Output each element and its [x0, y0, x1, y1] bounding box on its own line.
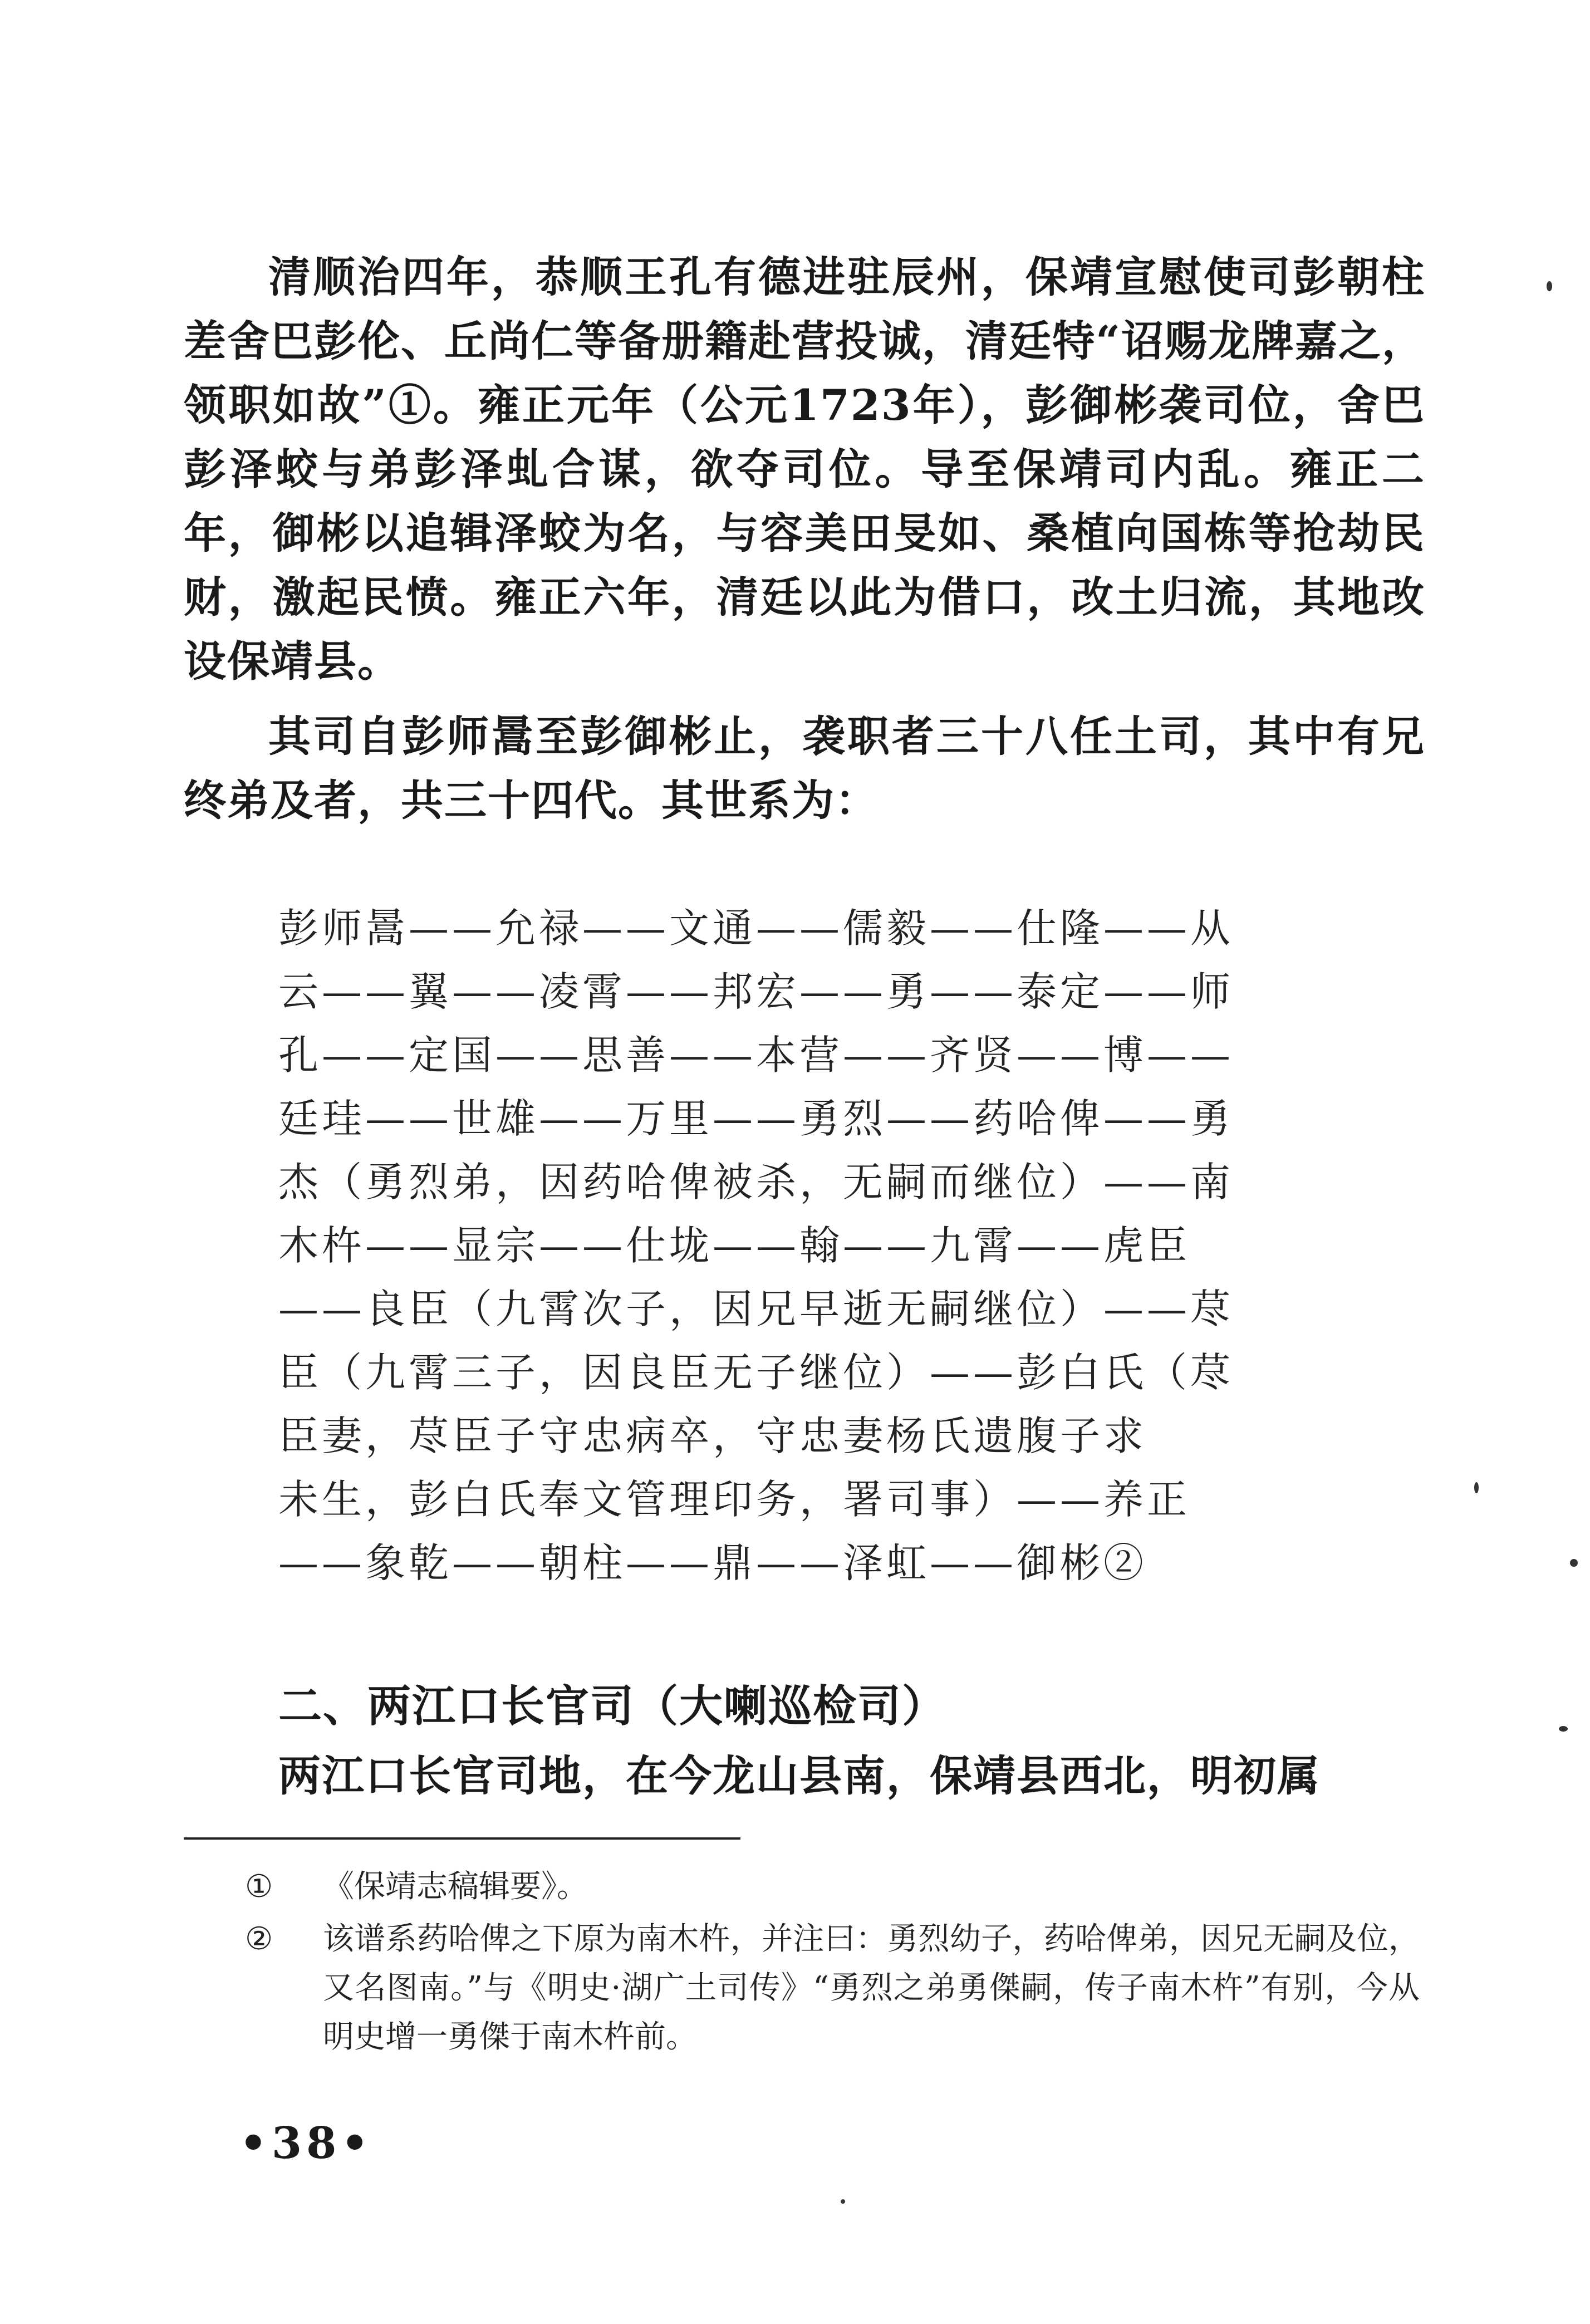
footnote-text: 《保靖志稿辑要》。	[323, 1869, 588, 1905]
lineage-line: 臣妻，荩臣子守忠病卒，守忠妻杨氏遗腹子求	[278, 1413, 1147, 1459]
lineage-line: 木杵——显宗——仕垅——翰——九霄——虎臣	[278, 1222, 1191, 1269]
lineage-list	[278, 896, 1319, 1595]
footnote	[245, 1915, 1420, 2062]
scan-speck	[1474, 1482, 1479, 1493]
paragraph-lineage-intro: 其司自彭师暠至彭御彬止，袭职者三十八任土司，其中有兄终弟及者，共三十四代。其世系为：	[184, 712, 1425, 825]
lineage-line: 彭师暠——允禄——文通——儒毅——仕隆——从	[278, 905, 1234, 952]
lineage-line: 未生，彭白氏奉文管理印务，署司事）——养正	[278, 1476, 1191, 1523]
scan-speck	[1547, 281, 1552, 291]
footnotes	[245, 1862, 1420, 2062]
footnote-mark: ②	[245, 1921, 273, 1957]
section-body: 两江口长官司地，在今龙山县南，保靖县西北，明初属	[278, 1751, 1321, 1801]
body-text	[184, 245, 1425, 832]
scan-speck	[1570, 1559, 1578, 1567]
footnote-divider	[184, 1837, 740, 1840]
lineage-line: 臣（九霄三子，因良臣无子继位）——彭白氏（荩	[278, 1349, 1234, 1396]
section-heading: 二、两江口长官司（大喇巡检司）	[278, 1681, 947, 1732]
lineage-line: 孔——定国——思善——本营——齐贤——博——	[278, 1032, 1234, 1078]
footnote-text: 该谱系药哈俾之下原为南木杵，并注曰：勇烈幼子，药哈俾弟，因兄无嗣及位，又名图南。”与《明史·湖广土司传》“勇烈之弟勇傑嗣，传子南木杵”有别，今从明史增一勇傑于南木杵前。	[323, 1921, 1420, 2055]
footnote-mark: ①	[245, 1869, 273, 1905]
paragraph-history: 清顺治四年，恭顺王孔有德进驻辰州，保靖宣慰使司彭朝柱差舍巴彭伦、丘尚仁等备册籍赴营投诚，清廷特“诏赐龙牌嘉之，领职如故”①。雍正元年（公元1723年），彭御彬袭司位，舍巴彭泽蛟与弟彭泽虬合谋，欲夺司位。导至保靖司内乱。雍正二年，御彬以追辑泽蛟为名，与容美田旻如、桑植向国栋等抢劫民财，激起民愤。雍正六年，清廷以此为借口，改土归流，其地改设保靖县。	[184, 252, 1425, 686]
lineage-line: 廷珪——世雄——万里——勇烈——药哈俾——勇	[278, 1095, 1234, 1142]
lineage-line: 杰（勇烈弟，因药哈俾被杀，无嗣而继位）——南	[278, 1159, 1234, 1205]
scan-speck	[841, 2199, 845, 2204]
lineage-line: 云——翼——凌霄——邦宏——勇——泰定——师	[278, 968, 1234, 1015]
scan-speck	[1559, 1726, 1568, 1732]
footnote	[245, 1862, 1420, 1911]
lineage-line: ——象乾——朝柱——鼎——泽虹——御彬②	[278, 1539, 1147, 1586]
lineage-line: ——良臣（九霄次子，因兄早逝无嗣继位）——荩	[278, 1286, 1234, 1332]
page-number: •38•	[239, 2118, 374, 2169]
